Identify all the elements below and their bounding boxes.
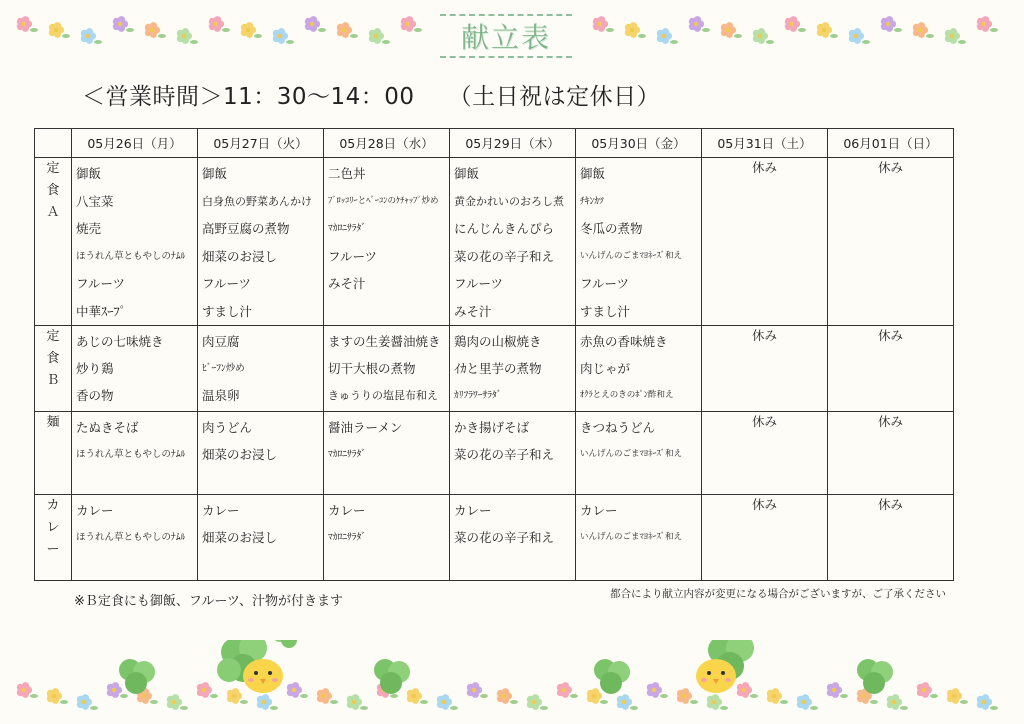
closed-cell: 休み bbox=[702, 412, 828, 495]
menu-item: 菜の花の辛子和え bbox=[454, 248, 555, 264]
menu-item: カレー bbox=[76, 503, 114, 518]
menu-cell bbox=[576, 412, 702, 495]
flower-icon bbox=[407, 688, 428, 704]
hours-label: ＜営業時間＞11：30～14：00 bbox=[82, 84, 415, 110]
menu-item: 菜の花の辛子和え bbox=[454, 447, 555, 462]
flower-icon bbox=[977, 694, 998, 710]
flower-icon bbox=[617, 694, 638, 710]
clover-far-left-icon bbox=[119, 659, 155, 694]
category-set-b: 定 食 Ｂ bbox=[46, 329, 60, 388]
menu-cell bbox=[198, 158, 324, 326]
flower-icon bbox=[467, 682, 488, 698]
menu-item: 八宝菜 bbox=[76, 193, 114, 209]
flower-icon bbox=[977, 16, 998, 32]
menu-cell bbox=[324, 495, 450, 581]
menu-item: 冬瓜の煮物 bbox=[580, 221, 643, 236]
menu-cell bbox=[72, 495, 198, 581]
menu-cell bbox=[450, 412, 576, 495]
menu-item: ｵｸﾗとえのきのﾎﾟﾝ酢和え bbox=[580, 390, 674, 400]
menu-item: 御飯 bbox=[202, 166, 228, 181]
bottom-flower-border bbox=[0, 640, 1024, 724]
clover-far-right-icon bbox=[857, 659, 893, 694]
menu-item: 温泉卵 bbox=[202, 388, 240, 403]
flower-icon bbox=[625, 22, 646, 38]
flower-icon bbox=[81, 28, 102, 44]
menu-cell bbox=[72, 158, 198, 326]
menu-item: 鶏肉の山椒焼き bbox=[454, 334, 542, 349]
clover-center-icon bbox=[594, 659, 630, 694]
menu-item: フルーツ bbox=[580, 276, 630, 291]
menu-item: フルーツ bbox=[454, 276, 504, 291]
menu-item: 肉うどん bbox=[202, 420, 253, 435]
menu-item: 御飯 bbox=[76, 166, 102, 181]
flower-icon bbox=[177, 28, 198, 44]
day-header: 05月26日（月） bbox=[72, 129, 198, 158]
flower-icon bbox=[557, 682, 578, 698]
flower-icon bbox=[827, 682, 848, 698]
menu-item: あじの七味焼き bbox=[76, 334, 164, 349]
page-title: 献立表 bbox=[460, 21, 551, 54]
menu-item: ﾁｷﾝｶﾂ bbox=[580, 195, 604, 207]
menu-item: 二色丼 bbox=[328, 166, 366, 181]
menu-item: すまし汁 bbox=[580, 303, 631, 319]
flower-icon bbox=[227, 688, 248, 704]
menu-item: 醤油ラーメン bbox=[328, 420, 403, 435]
menu-cell bbox=[72, 412, 198, 495]
day-header: 05月30日（金） bbox=[576, 129, 702, 158]
category-label bbox=[35, 495, 72, 581]
flower-decoration bbox=[17, 682, 998, 710]
clover-small-icon bbox=[272, 640, 297, 648]
flower-icon bbox=[689, 16, 710, 32]
day-header: 05月31日（土） bbox=[702, 129, 828, 158]
flower-icon bbox=[647, 682, 668, 698]
menu-item: フルーツ bbox=[202, 276, 252, 291]
menu-item: みそ汁 bbox=[328, 276, 366, 291]
flower-icon bbox=[707, 694, 728, 710]
menu-item: フルーツ bbox=[328, 248, 378, 264]
flower-icon bbox=[401, 16, 422, 32]
flower-icon bbox=[437, 694, 458, 710]
category-label bbox=[35, 412, 72, 495]
flower-icon bbox=[913, 22, 934, 38]
menu-item: ｶﾘﾌﾗﾜｰｻﾗﾀﾞ bbox=[454, 390, 502, 401]
flower-icon bbox=[593, 16, 614, 32]
business-hours bbox=[82, 78, 660, 111]
menu-item: ﾋﾞｰﾌﾝ炒め bbox=[202, 363, 245, 374]
flower-icon bbox=[337, 22, 358, 38]
closed-cell: 休み bbox=[702, 326, 828, 412]
menu-item: 切干大根の煮物 bbox=[328, 361, 416, 376]
menu-item: いんげんのごまﾏﾖﾈｰｽﾞ和え bbox=[580, 532, 683, 542]
closed-cell: 休み bbox=[702, 495, 828, 581]
menu-table bbox=[34, 128, 954, 581]
menu-cell bbox=[450, 326, 576, 412]
day-header: 06月01日（日） bbox=[828, 129, 954, 158]
title-banner bbox=[440, 14, 572, 58]
menu-item: きつねうどん bbox=[580, 420, 656, 435]
flower-icon bbox=[917, 682, 938, 698]
flower-icon bbox=[945, 28, 966, 44]
closed-cell: 休み bbox=[828, 326, 954, 412]
flower-icon bbox=[77, 694, 98, 710]
menu-cell bbox=[324, 412, 450, 495]
menu-item: 菜の花の辛子和え bbox=[454, 530, 555, 545]
menu-item: 肉じゃが bbox=[580, 361, 631, 376]
menu-cell bbox=[324, 158, 450, 326]
flower-icon bbox=[737, 682, 758, 698]
flower-icon bbox=[657, 28, 678, 44]
menu-item: たぬきそば bbox=[76, 420, 139, 435]
menu-item: 白身魚の野菜あんかけ bbox=[202, 194, 312, 208]
menu-item: ﾌﾞﾛｯｺﾘｰとﾍﾞｰｺﾝのｹﾁｬｯﾌﾟ炒め bbox=[328, 195, 439, 206]
menu-item: 中華ｽｰﾌﾟ bbox=[76, 303, 127, 319]
menu-cell bbox=[198, 495, 324, 581]
menu-cell bbox=[450, 158, 576, 326]
footnote-set-b: ※Ｂ定食にも御飯、フルーツ、汁物が付きます bbox=[74, 594, 343, 609]
menu-cell bbox=[324, 326, 450, 412]
menu-item: カレー bbox=[328, 503, 366, 518]
flower-icon bbox=[849, 28, 870, 44]
flower-icon bbox=[273, 28, 294, 44]
flower-icon bbox=[17, 682, 38, 698]
menu-cell bbox=[576, 495, 702, 581]
chick-right-icon bbox=[696, 659, 736, 693]
row-curry bbox=[35, 495, 954, 581]
menu-item: いんげんのごまﾏﾖﾈｰｽﾞ和え bbox=[580, 449, 683, 459]
flower-icon bbox=[17, 16, 38, 32]
flower-icon bbox=[753, 28, 774, 44]
flower-icon bbox=[317, 688, 338, 704]
menu-cell bbox=[72, 326, 198, 412]
menu-item: 黄金かれいのおろし煮 bbox=[454, 194, 564, 208]
menu-cell bbox=[576, 326, 702, 412]
menu-item: 畑菜のお浸し bbox=[202, 248, 278, 264]
footnote-disclaimer: 都合により献立内容が変更になる場合がございますが、ご了承ください bbox=[610, 588, 946, 600]
flower-icon bbox=[817, 22, 838, 38]
flower-icon bbox=[497, 688, 518, 704]
flower-icon bbox=[887, 694, 908, 710]
menu-item: いんげんのごまﾏﾖﾈｰｽﾞ和え bbox=[580, 250, 683, 261]
flower-icon bbox=[113, 16, 134, 32]
flower-icon bbox=[527, 694, 548, 710]
flower-icon bbox=[107, 682, 128, 698]
row-set-a bbox=[35, 158, 954, 326]
flower-icon bbox=[347, 694, 368, 710]
flower-icon bbox=[767, 688, 788, 704]
menu-item: ﾏｶﾛﾆｻﾗﾀﾞ bbox=[328, 532, 367, 543]
flower-icon bbox=[167, 694, 188, 710]
category-label bbox=[35, 326, 72, 412]
chick-left-icon bbox=[243, 659, 283, 693]
flower-icon bbox=[49, 22, 70, 38]
category-curry: カ レ ー bbox=[46, 498, 60, 557]
category-set-a: 定 食 Ａ bbox=[46, 161, 60, 220]
menu-item: ほうれん草ともやしのﾅﾑﾙ bbox=[76, 250, 186, 262]
flower-icon bbox=[241, 22, 262, 38]
menu-item: 高野豆腐の煮物 bbox=[202, 221, 290, 236]
menu-item: カレー bbox=[454, 503, 492, 518]
menu-item: 御飯 bbox=[454, 166, 480, 181]
menu-item: にんじんきんぴら bbox=[454, 221, 555, 236]
menu-item: カレー bbox=[580, 503, 618, 518]
menu-cell bbox=[576, 158, 702, 326]
menu-item: 炒り鶏 bbox=[76, 361, 114, 376]
flower-icon bbox=[197, 682, 218, 698]
menu-item: 畑菜のお浸し bbox=[202, 530, 278, 545]
flower-icon bbox=[369, 28, 390, 44]
menu-item: ますの生姜醤油焼き bbox=[328, 334, 441, 349]
flower-icon bbox=[305, 16, 326, 32]
menu-item: ﾏｶﾛﾆｻﾗﾀﾞ bbox=[328, 449, 367, 460]
day-header: 05月27日（火） bbox=[198, 129, 324, 158]
menu-item: ほうれん草ともやしのﾅﾑﾙ bbox=[76, 449, 186, 460]
flower-icon bbox=[145, 22, 166, 38]
menu-item: かき揚げそば bbox=[454, 420, 530, 435]
flower-icon bbox=[797, 694, 818, 710]
row-set-b bbox=[35, 326, 954, 412]
flower-icon bbox=[677, 688, 698, 704]
menu-item: 御飯 bbox=[580, 166, 606, 181]
flower-icon bbox=[257, 694, 278, 710]
menu-cell bbox=[450, 495, 576, 581]
menu-item: ﾏｶﾛﾆｻﾗﾀﾞ bbox=[328, 223, 367, 234]
menu-item: 香の物 bbox=[76, 388, 114, 403]
closed-cell: 休み bbox=[828, 495, 954, 581]
flower-icon bbox=[287, 682, 308, 698]
closed-cell: 休み bbox=[828, 412, 954, 495]
menu-item: 赤魚の香味焼き bbox=[580, 334, 668, 349]
category-noodle: 麺 bbox=[46, 415, 60, 430]
closed-cell: 休み bbox=[828, 158, 954, 326]
menu-item: 肉豆腐 bbox=[202, 334, 240, 349]
header-row bbox=[35, 129, 954, 158]
menu-item: ほうれん草ともやしのﾅﾑﾙ bbox=[76, 532, 186, 543]
menu-item: 畑菜のお浸し bbox=[202, 447, 278, 462]
flower-icon bbox=[721, 22, 742, 38]
flower-icon bbox=[209, 16, 230, 32]
menu-item: きゅうりの塩昆布和え bbox=[328, 389, 438, 402]
flower-icon bbox=[785, 16, 806, 32]
row-noodle bbox=[35, 412, 954, 495]
menu-item: ｲｶと里芋の煮物 bbox=[454, 361, 542, 376]
corner-cell bbox=[35, 129, 72, 158]
category-label bbox=[35, 158, 72, 326]
menu-item: カレー bbox=[202, 503, 240, 518]
menu-cell bbox=[198, 412, 324, 495]
menu-item: みそ汁 bbox=[454, 303, 492, 319]
closed-days-note: （土日祝は定休日） bbox=[448, 84, 661, 110]
menu-item: フルーツ bbox=[76, 276, 126, 291]
day-header: 05月28日（水） bbox=[324, 129, 450, 158]
flower-icon bbox=[881, 16, 902, 32]
menu-item: 焼売 bbox=[76, 221, 102, 236]
menu-item: すまし汁 bbox=[202, 303, 253, 319]
flower-icon bbox=[947, 688, 968, 704]
day-header: 05月29日（木） bbox=[450, 129, 576, 158]
menu-cell bbox=[198, 326, 324, 412]
closed-cell: 休み bbox=[702, 158, 828, 326]
flower-icon bbox=[47, 688, 68, 704]
